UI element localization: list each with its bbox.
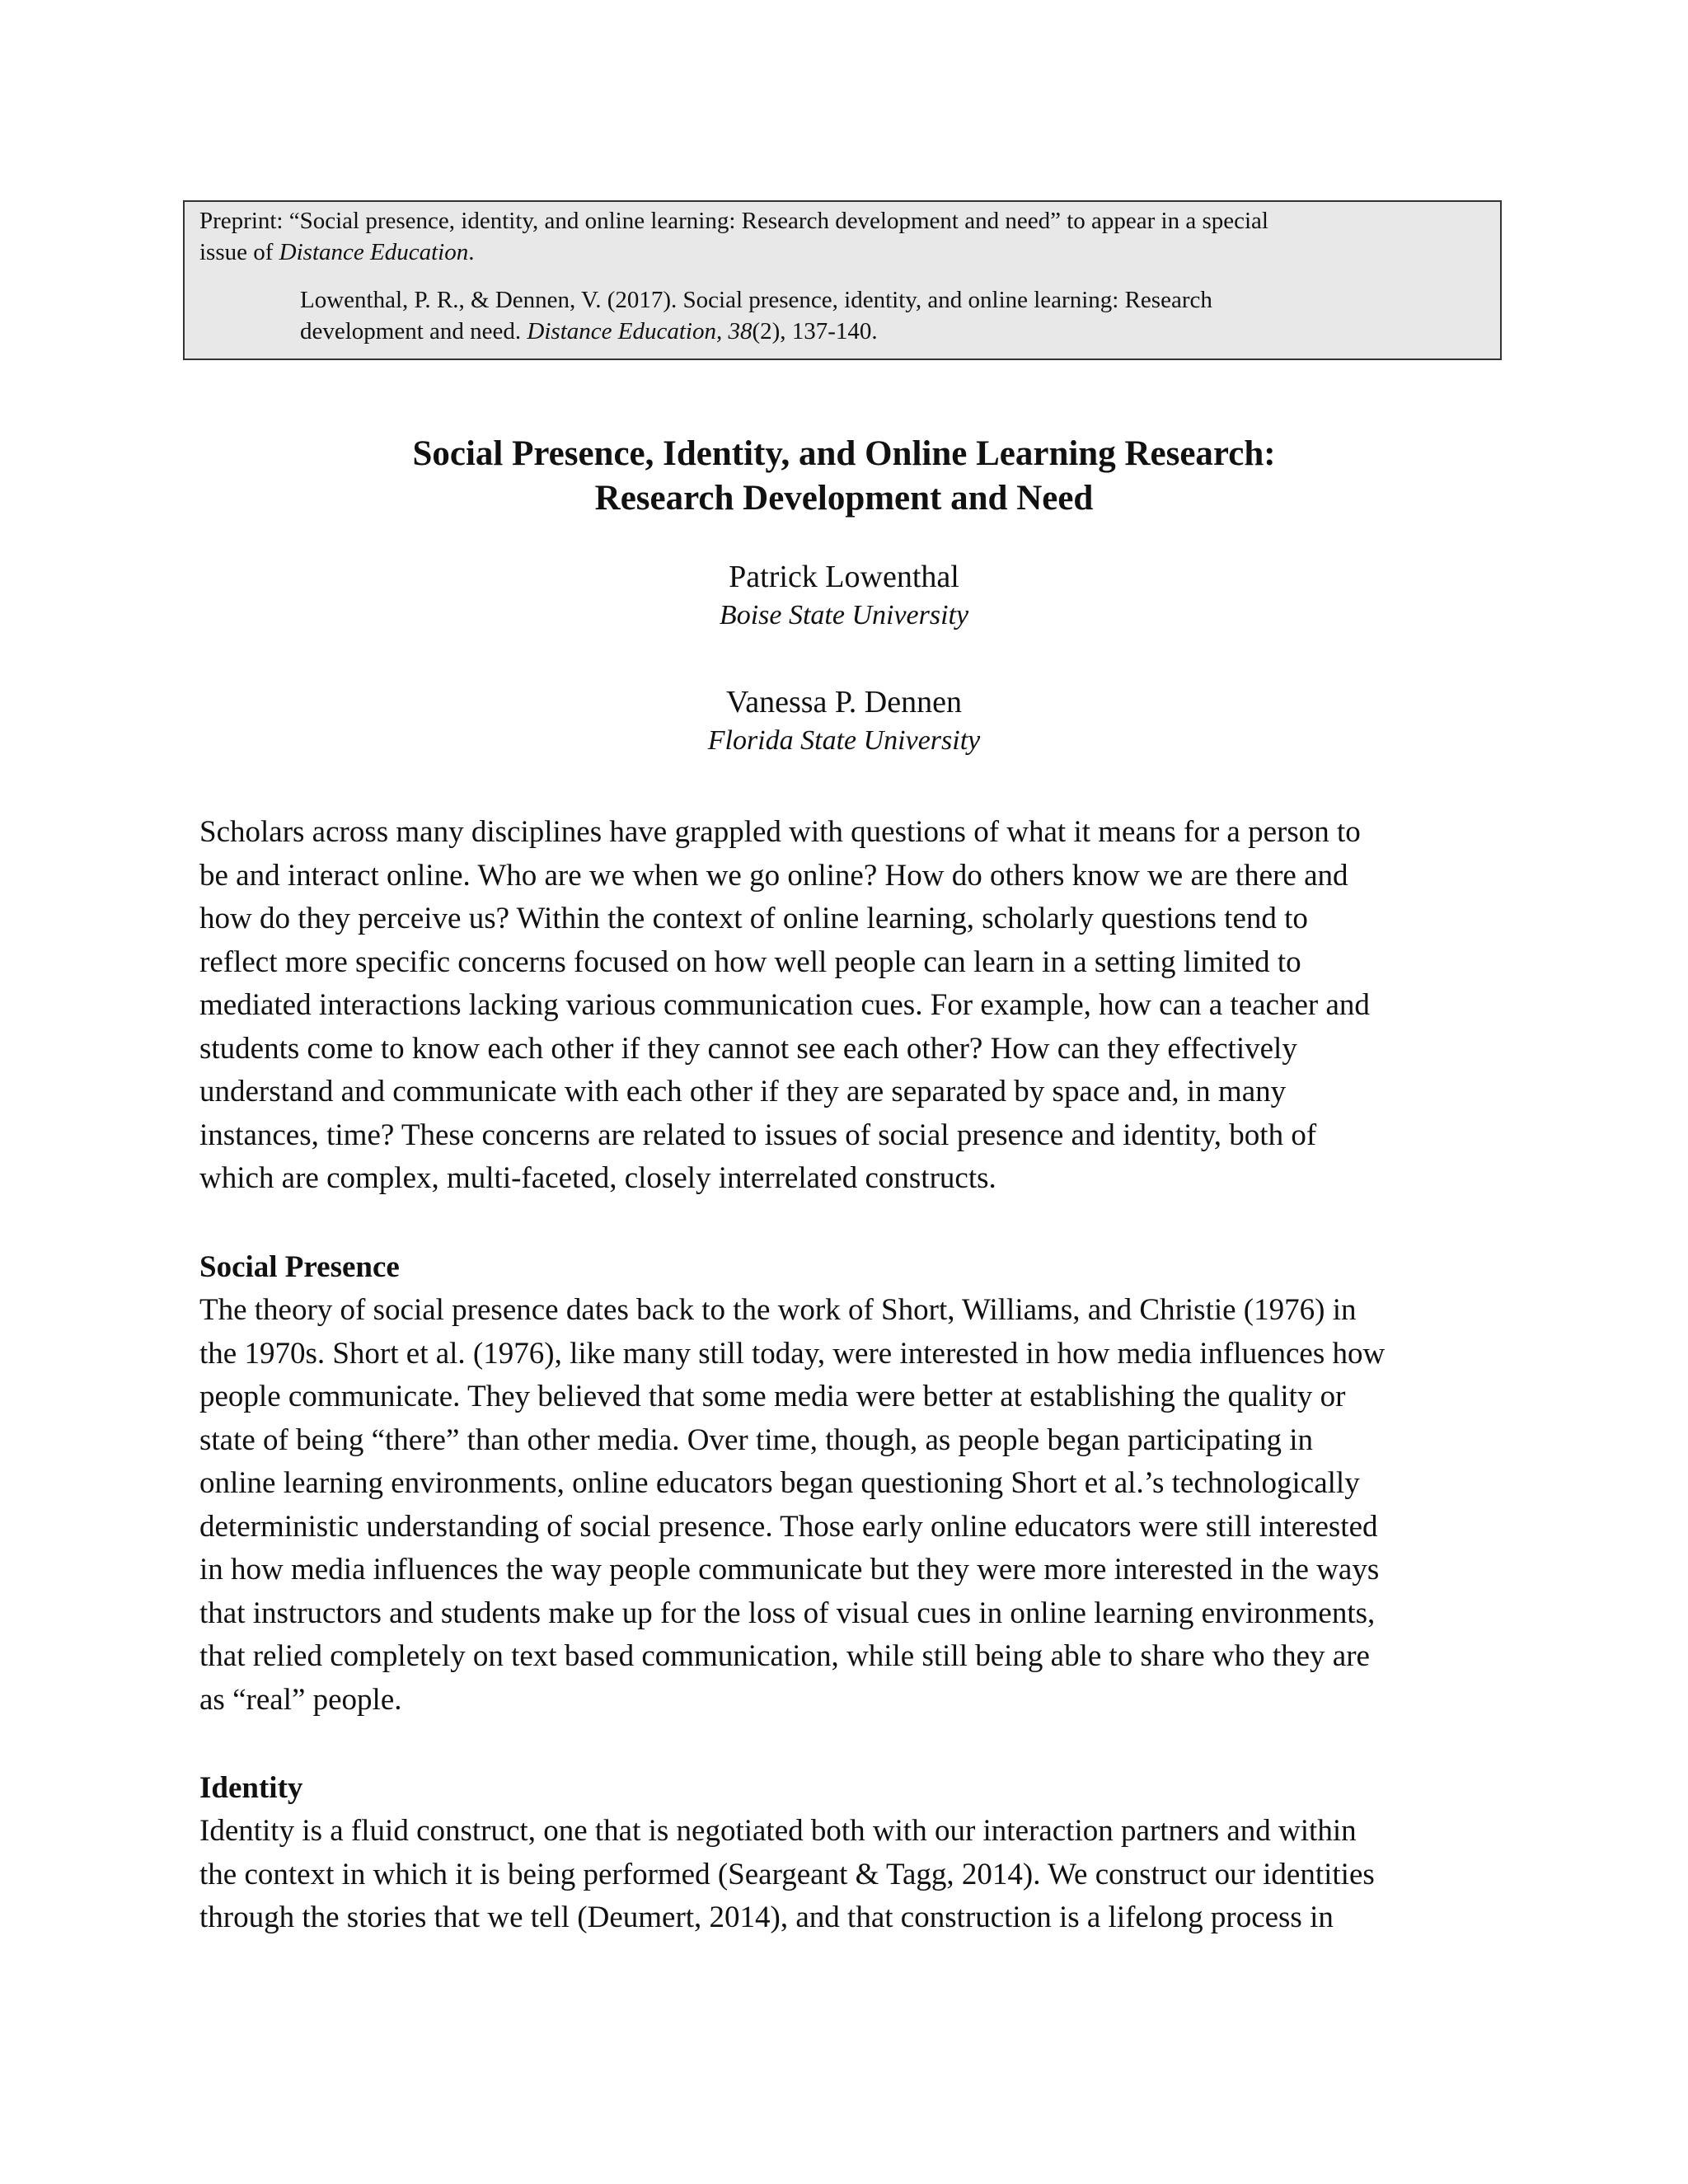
text-line: how do they perceive us? Within the context of online learning, scholarly questions tend to xyxy=(199,902,1308,935)
text-line: in how media influences the way people communicate but they were more interested in the ways xyxy=(199,1553,1380,1586)
paper-title-line-2: Research Development and Need xyxy=(594,479,1094,518)
text-line: be and interact online. Who are we when we go online? How do others know we are there and xyxy=(199,858,1348,893)
text-line: online learning environments, online educators began questioning Short et al.’s technologically xyxy=(199,1466,1360,1500)
text-line: through the stories that we tell (Deumert, 2014), and that construction is a lifelong process in xyxy=(199,1900,1334,1934)
text-line: students come to know each other if they cannot see each other? How can they effectively xyxy=(199,1031,1297,1066)
author-affiliation: Boise State University xyxy=(719,600,969,630)
text-line: reflect more specific concerns focused on how well people can learn in a setting limited to xyxy=(199,944,1301,979)
journal-name: Distance Education xyxy=(279,239,469,265)
author-2 xyxy=(0,682,1688,760)
text-line: state of being “there” than other media. Over time, though, as people began participating in xyxy=(199,1422,1314,1457)
text-line: deterministic understanding of social presence. Those early online educators were still interested xyxy=(199,1509,1378,1544)
paper-title-line-1: Social Presence, Identity, and Online Learning Research: xyxy=(412,434,1276,473)
text-line: mediated interactions lacking various communication cues. For example, how can a teacher and xyxy=(199,988,1370,1022)
citation-line-1: Lowenthal, P. R., & Dennen, V. (2017). Social presence, identity, and online learning: Research xyxy=(300,287,1212,313)
social-presence-paragraph xyxy=(199,1289,1510,1722)
preprint-line-2-suffix: . xyxy=(468,239,475,265)
preprint-line-1: Preprint: “Social presence, identity, and online learning: Research development and need” to appear in a special xyxy=(199,208,1268,234)
text-line: as “real” people. xyxy=(199,1682,402,1717)
citation-line-2-prefix: development and need. xyxy=(300,318,528,344)
text-line: the 1970s. Short et al. (1976), like many still today, were interested in how media influences how xyxy=(199,1336,1386,1371)
text-line: understand and communicate with each other if they are separated by space and, in many xyxy=(199,1075,1287,1108)
citation-line-2-suffix: (2), 137-140. xyxy=(752,318,878,344)
text-line: the context in which it is being performed (Seargeant & Tagg, 2014). We construct our identities xyxy=(199,1857,1375,1891)
text-line: which are complex, multi-faceted, closely interrelated constructs. xyxy=(199,1161,996,1195)
author-affiliation: Florida State University xyxy=(707,725,981,756)
author-name: Vanessa P. Dennen xyxy=(725,685,962,719)
paper-title xyxy=(0,432,1688,521)
text-line: people communicate. They believed that some media were better at establishing the quality or xyxy=(199,1380,1346,1413)
preprint-notice-box xyxy=(183,200,1502,360)
preprint-line-2 xyxy=(199,237,1485,268)
text-line: Scholars across many disciplines have grappled with questions of what it means for a person to xyxy=(199,815,1361,849)
section-heading-social-presence: Social Presence xyxy=(199,1250,400,1284)
identity-paragraph xyxy=(199,1810,1510,1940)
section-heading-identity: Identity xyxy=(199,1771,303,1805)
citation xyxy=(199,284,1485,347)
text-line: Identity is a fluid construct, one that is negotiated both with our interaction partners and within xyxy=(199,1814,1357,1848)
text-line: The theory of social presence dates back to the work of Short, Williams, and Christie (1976) in xyxy=(199,1293,1357,1327)
author-name: Patrick Lowenthal xyxy=(729,560,959,594)
author-1 xyxy=(0,557,1688,635)
citation-journal: Distance Education, 38 xyxy=(527,318,753,344)
text-line: that instructors and students make up for the loss of visual cues in online learning environments, xyxy=(199,1596,1376,1630)
text-line: instances, time? These concerns are related to issues of social presence and identity, both of xyxy=(199,1118,1317,1152)
citation-line-2 xyxy=(300,316,1485,347)
intro-paragraph xyxy=(199,811,1510,1201)
text-line: that relied completely on text based communication, while still being able to share who they are xyxy=(199,1639,1370,1673)
preprint-line-2-prefix: issue of xyxy=(199,239,279,265)
